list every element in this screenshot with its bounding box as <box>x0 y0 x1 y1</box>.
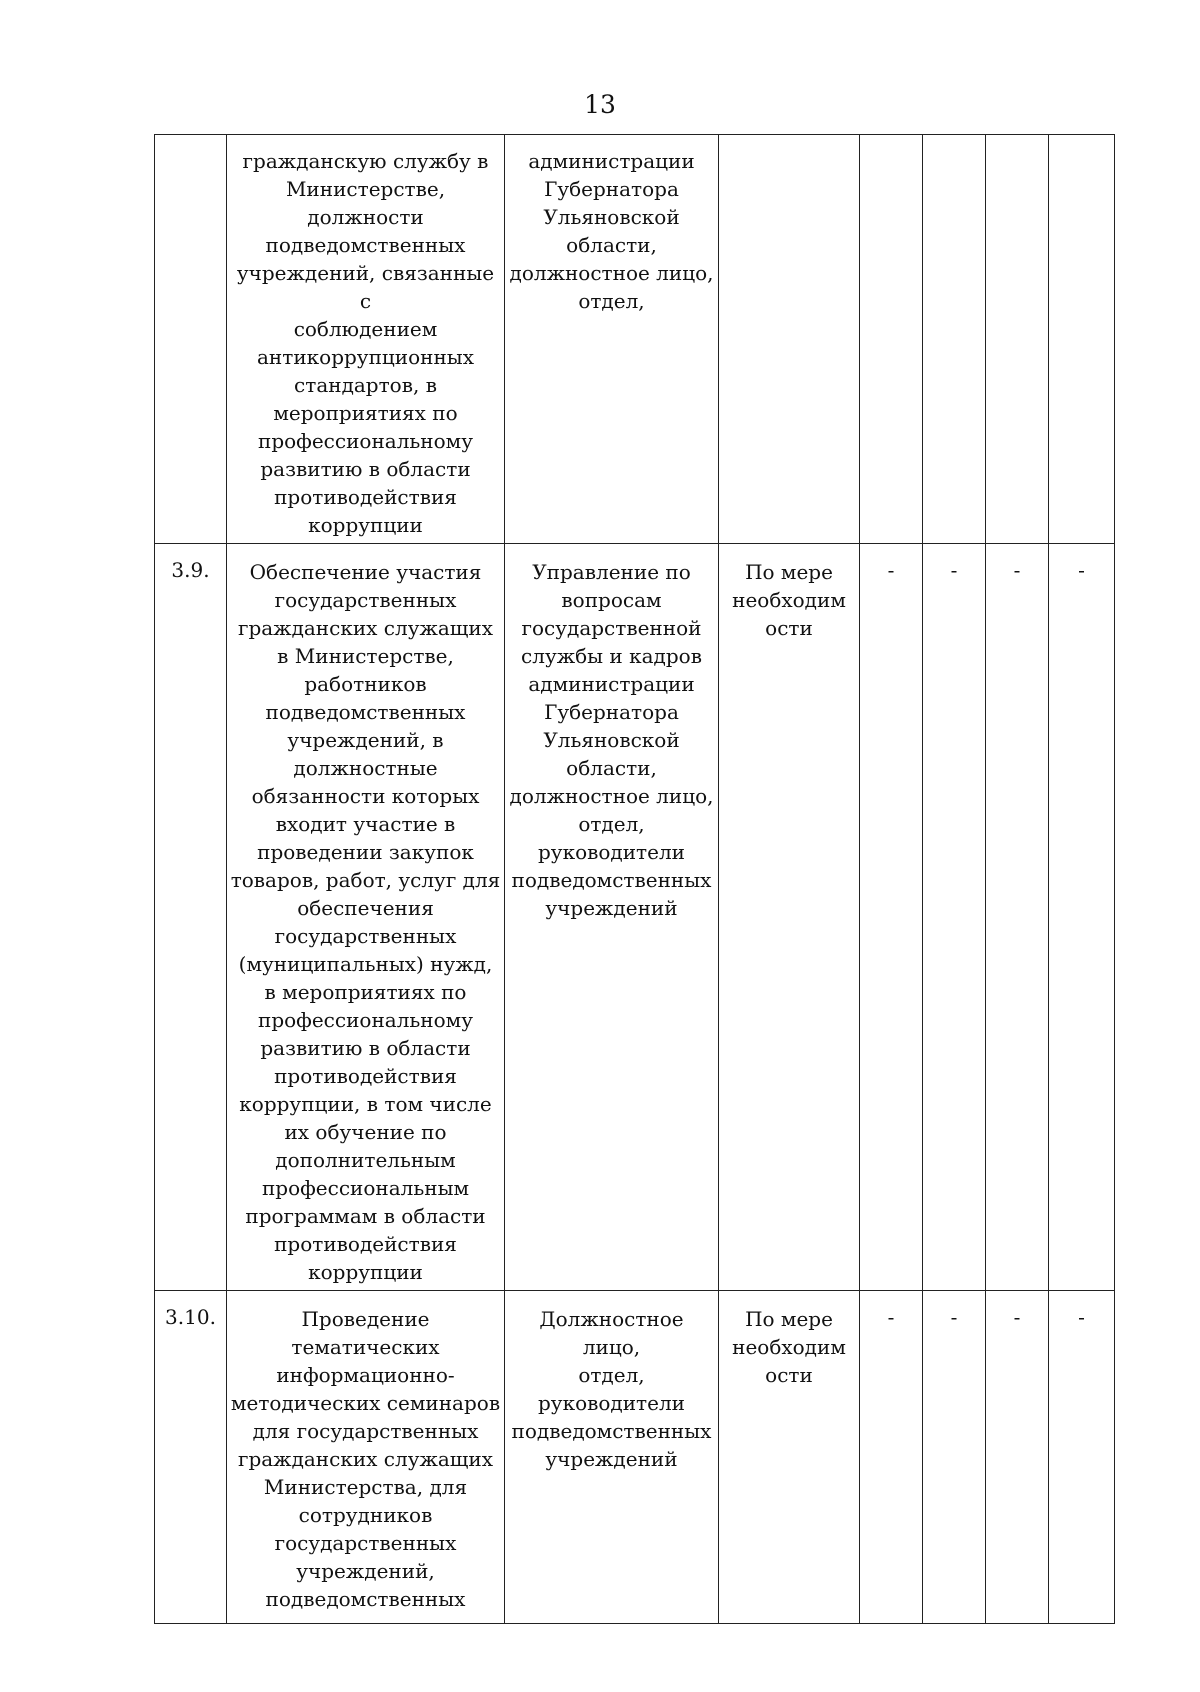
table-row <box>155 544 1115 1291</box>
deadline-cell <box>719 135 860 544</box>
row-number: 3.10. <box>155 1291 227 1624</box>
page-number: 13 <box>584 90 616 119</box>
funding-cell-4: - <box>1049 1291 1115 1624</box>
funding-cell-3: - <box>986 544 1049 1291</box>
funding-cell-2 <box>923 135 986 544</box>
table-row <box>155 135 1115 544</box>
row-number: 3.9. <box>155 544 227 1291</box>
activity-cell: гражданскую службу в Министерстве, должности подведомственных учреждений, связанные с соблюдением антикоррупционных стандартов, в мероприятиях по профессиональному развитию в области противодействия коррупции <box>227 135 505 544</box>
deadline-cell: По мере необходим ости <box>719 544 860 1291</box>
funding-cell-1 <box>860 135 923 544</box>
responsible-cell: Должностное лицо, отдел, руководители подведомственных учреждений <box>505 1291 719 1624</box>
deadline-cell: По мере необходим ости <box>719 1291 860 1624</box>
activity-cell: Проведение тематических информационно- методических семинаров для государственных гражданских служащих Министерства, для сотрудников государственных учреждений, подведомственных <box>227 1291 505 1624</box>
funding-cell-2: - <box>923 1291 986 1624</box>
funding-cell-1: - <box>860 544 923 1291</box>
funding-cell-2: - <box>923 544 986 1291</box>
table-row <box>155 1291 1115 1624</box>
funding-cell-3 <box>986 135 1049 544</box>
responsible-cell: Управление по вопросам государственной службы и кадров администрации Губернатора Ульяновской области, должностное лицо, отдел, руководители подведомственных учреждений <box>505 544 719 1291</box>
activity-cell: Обеспечение участия государственных гражданских служащих в Министерстве, работников подведомственных учреждений, в должностные обязанности которых входит участие в проведении закупок товаров, работ, услуг для обеспечения государственных (муниципальных) нужд, в мероприятиях по профессиональному развитию в области противодействия коррупции, в том числе их обучение по дополнительным профессиональным программам в области противодействия коррупции <box>227 544 505 1291</box>
funding-cell-1: - <box>860 1291 923 1624</box>
funding-cell-4 <box>1049 135 1115 544</box>
action-plan-table <box>154 134 1115 1624</box>
funding-cell-4: - <box>1049 544 1115 1291</box>
responsible-cell: администрации Губернатора Ульяновской области, должностное лицо, отдел, <box>505 135 719 544</box>
row-number <box>155 135 227 544</box>
funding-cell-3: - <box>986 1291 1049 1624</box>
